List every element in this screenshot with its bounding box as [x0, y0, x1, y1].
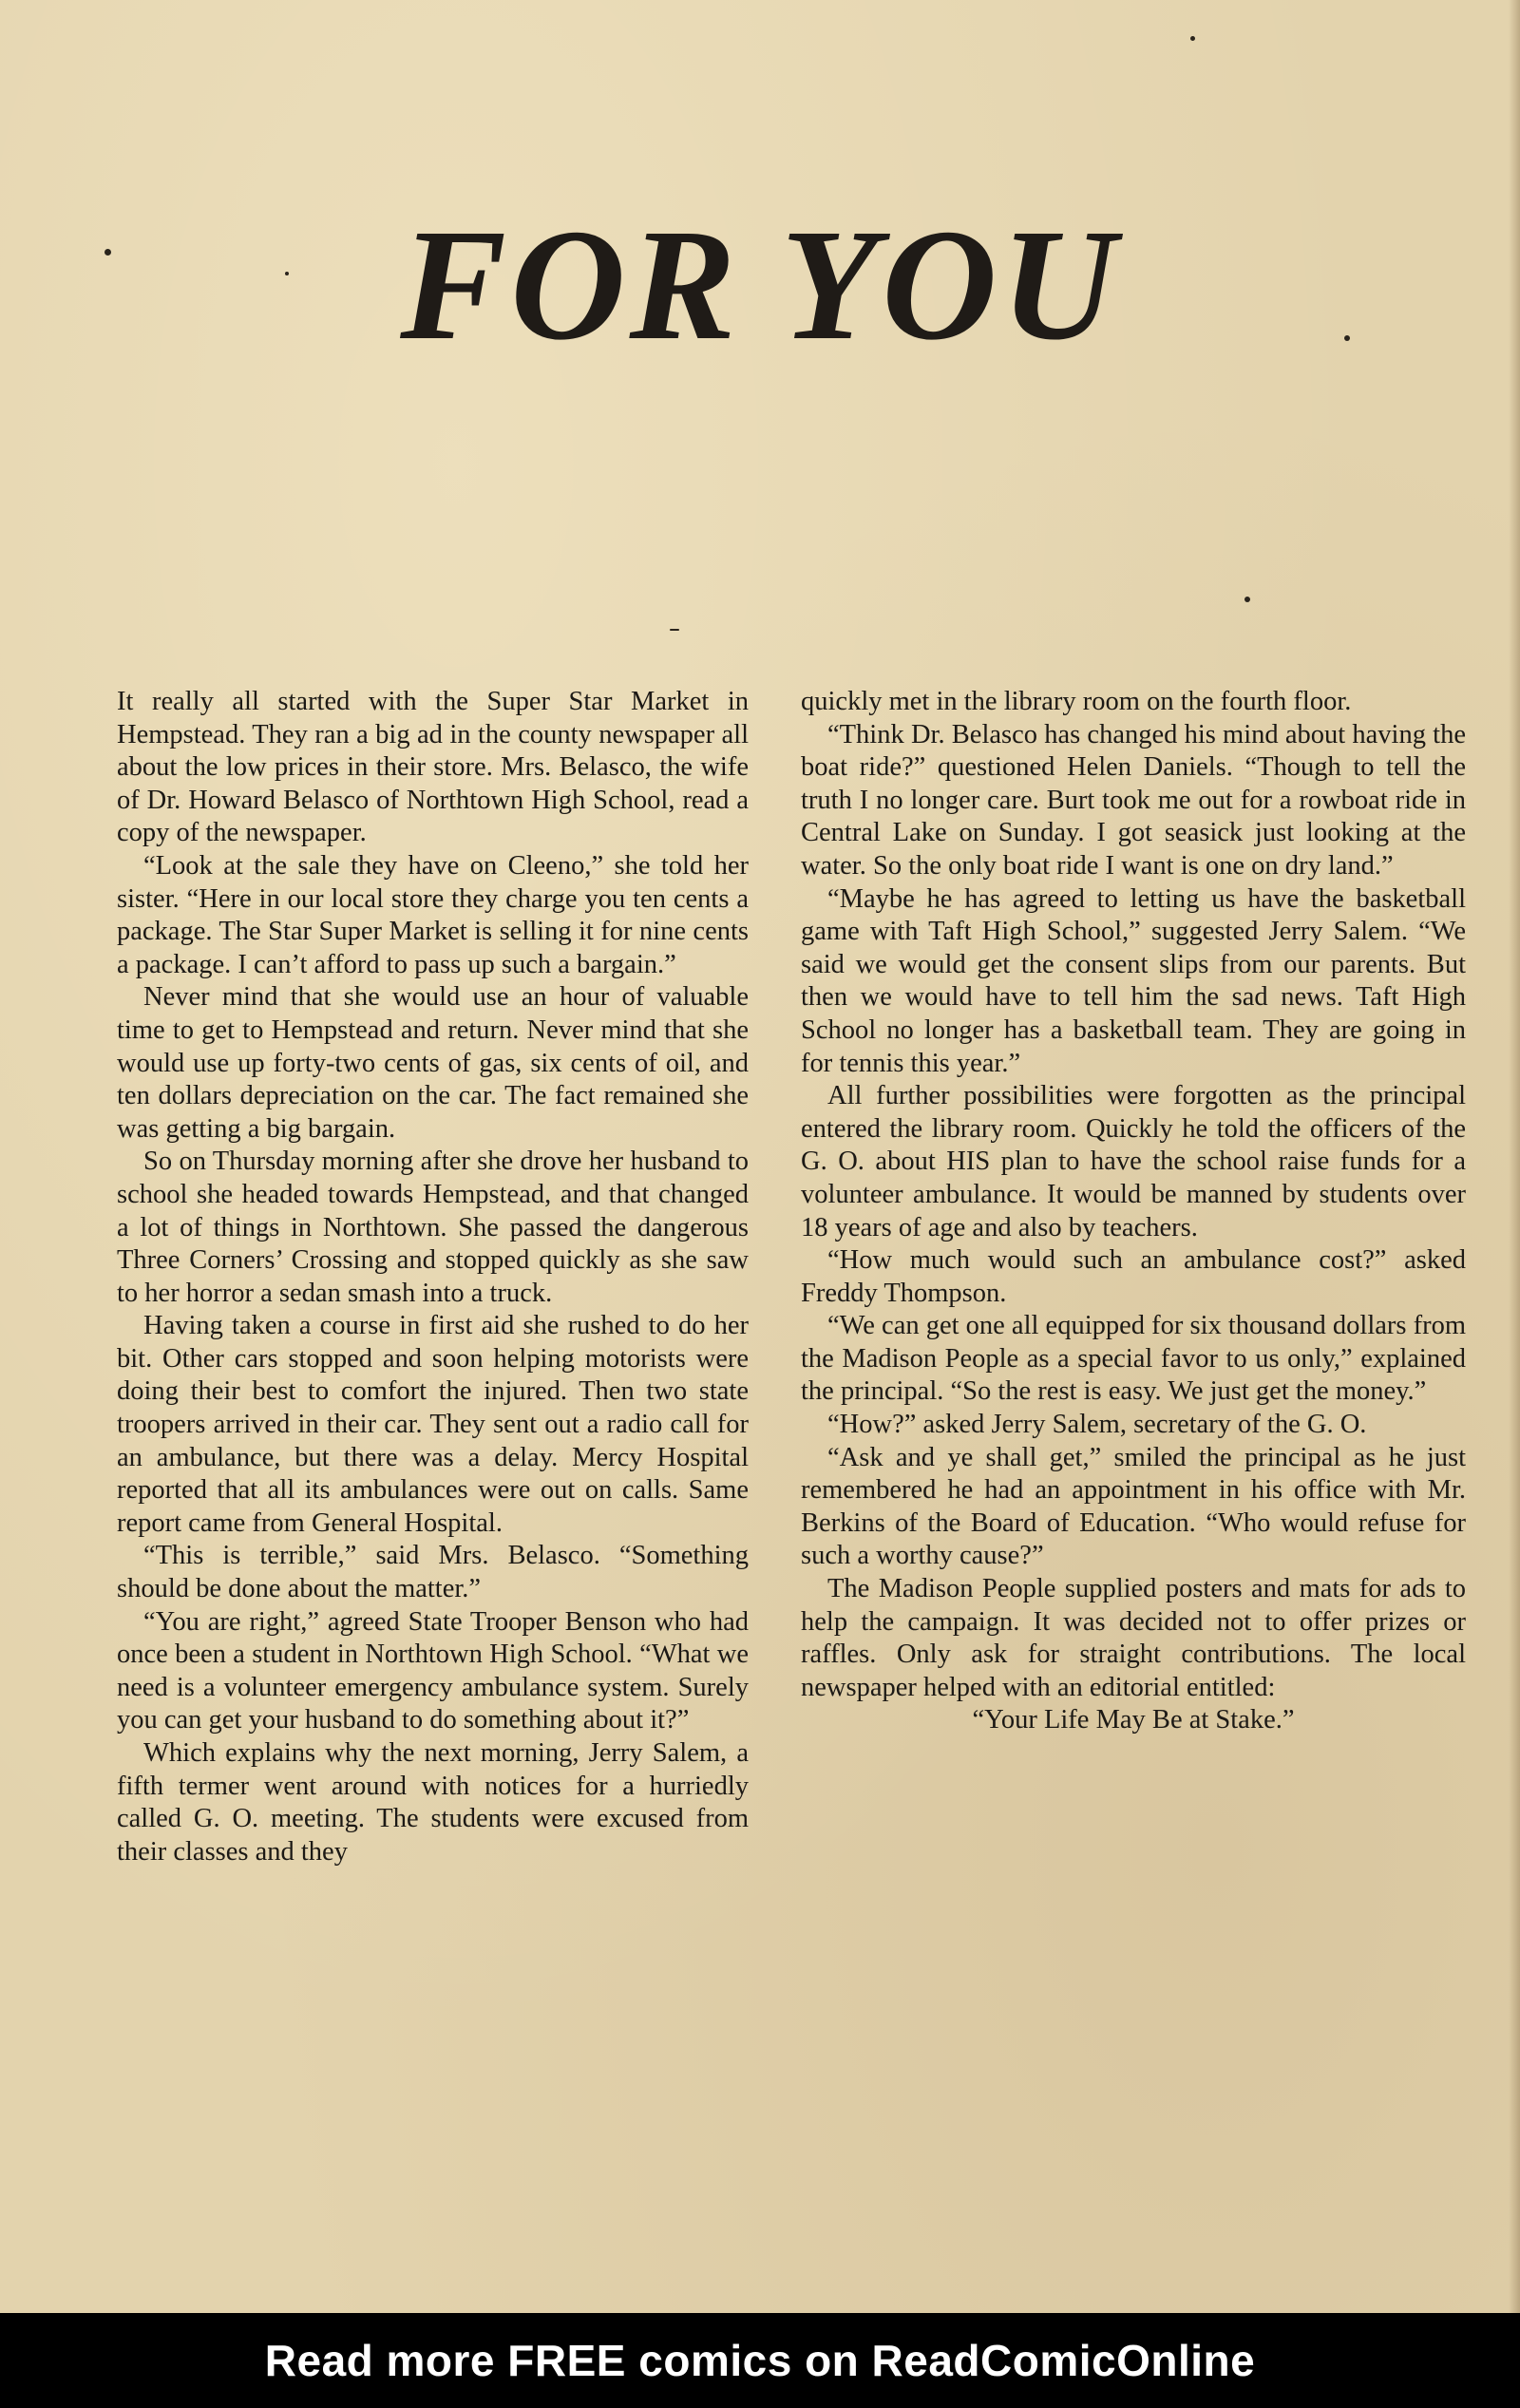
paragraph: “We can get one all equipped for six thousand dollars from the Madison People as a special favor to us only,” explained the principal. “So the rest is easy. We just get the money.”: [801, 1311, 1467, 1407]
print-speck: [1244, 597, 1250, 602]
paragraph: “You are right,” agreed State Trooper Benson who had once been a student in Northtown High School. “What we need is a volunteer emergency ambulance system. Surely you can get your husband to do something about it?”: [117, 1606, 749, 1735]
paragraph: All further possibilities were forgotten as the principal entered the library room. Quickly he told the officers of the G. O. about HIS plan to have the school raise funds for a volunteer ambulance. It would be manned by students over 18 years of age and also by teachers.: [801, 1081, 1466, 1242]
story-title: FOR YOU: [400, 197, 1120, 373]
paragraph: “Look at the sale they have on Cleeno,” she told her sister. “Here in our local store they charge you ten cents a package. The Star Super Market is selling it for nine cents a package. I can’t afford to pass up such a bargain.”: [117, 850, 749, 979]
paragraph: “Think Dr. Belasco has changed his mind about having the boat ride?” questioned Helen Daniels. “Though to tell the truth I no longer care. Burt took me out for a rowboat ride in Central Lake on Sunday. I got seasick just looking at the water. So the only boat ride I want is one on dry land.”: [801, 719, 1466, 881]
paragraph: “Maybe he has agreed to letting us have the basketball game with Taft High School,” suggested Jerry Salem. “We said we would get the consent slips from our parents. But then we would have to tell him the sad news. Taft High School no longer has a basketball team. They are going in for tennis this year.”: [801, 883, 1466, 1078]
paragraph: “This is terrible,” said Mrs. Belasco. “Something should be done about the matter.”: [117, 1541, 749, 1604]
paragraph: “How?” asked Jerry Salem, secretary of the G. O.: [827, 1410, 1367, 1440]
editorial-title: “Your Life May Be at Stake.”: [972, 1705, 1295, 1735]
paragraph: “How much would such an ambulance cost?” asked Freddy Thompson.: [801, 1245, 1466, 1308]
paragraph: Never mind that she would use an hour of valuable time to get to Hempstead and return. Never mind that she would use up forty-two cents of gas, six cents of oil, and ten dollars depreciation on the car. The fact remained she was getting a big bargain.: [117, 982, 749, 1144]
promo-footer-banner[interactable]: [0, 2313, 1520, 2408]
paragraph: Having taken a course in first aid she rushed to do her bit. Other cars stopped and soon helping motorists were doing their best to comfort the injured. Then two state troopers arrived in their car. They sent out a radio call for an ambulance, but there was a delay. Mercy Hospital reported that all its ambulances were out on calls. Same report came from General Hospital.: [117, 1311, 749, 1538]
right-column: [801, 686, 1466, 1737]
paragraph: It really all started with the Super Star Market in Hempstead. They ran a big ad in the county newspaper all about the low prices in their store. Mrs. Belasco, the wife of Dr. Howard Belasco of Northtown High School, read a copy of the newspaper.: [117, 687, 749, 848]
print-speck: [670, 629, 679, 631]
paragraph: Which explains why the next morning, Jerry Salem, a fifth termer went around with notices for a hurriedly called G. O. meeting. The students were excused from their classes and they: [117, 1738, 749, 1867]
paragraph: So on Thursday morning after she drove her husband to school she headed towards Hempstead, and that changed a lot of things in Northtown. She passed the dangerous Three Corners’ Crossing and stopped quickly as she saw to her horror a sedan smash into a truck.: [117, 1147, 749, 1308]
promo-footer-text[interactable]: Read more FREE comics on ReadComicOnline: [264, 2336, 1256, 2385]
paragraph: “Ask and ye shall get,” smiled the principal as he just remembered he had an appointment in his office with Mr. Berkins of the Board of Education. “Who would refuse for such a worthy cause?”: [801, 1442, 1466, 1571]
paragraph: The Madison People supplied posters and mats for ads to help the campaign. It was decided not to offer prizes or raffles. Only ask for straight contributions. The local newspaper helped with an editorial entitled:: [801, 1574, 1466, 1702]
print-speck: [1190, 36, 1195, 41]
paragraph-continuation: quickly met in the library room on the fourth floor.: [801, 687, 1352, 716]
left-column: [117, 686, 749, 1868]
